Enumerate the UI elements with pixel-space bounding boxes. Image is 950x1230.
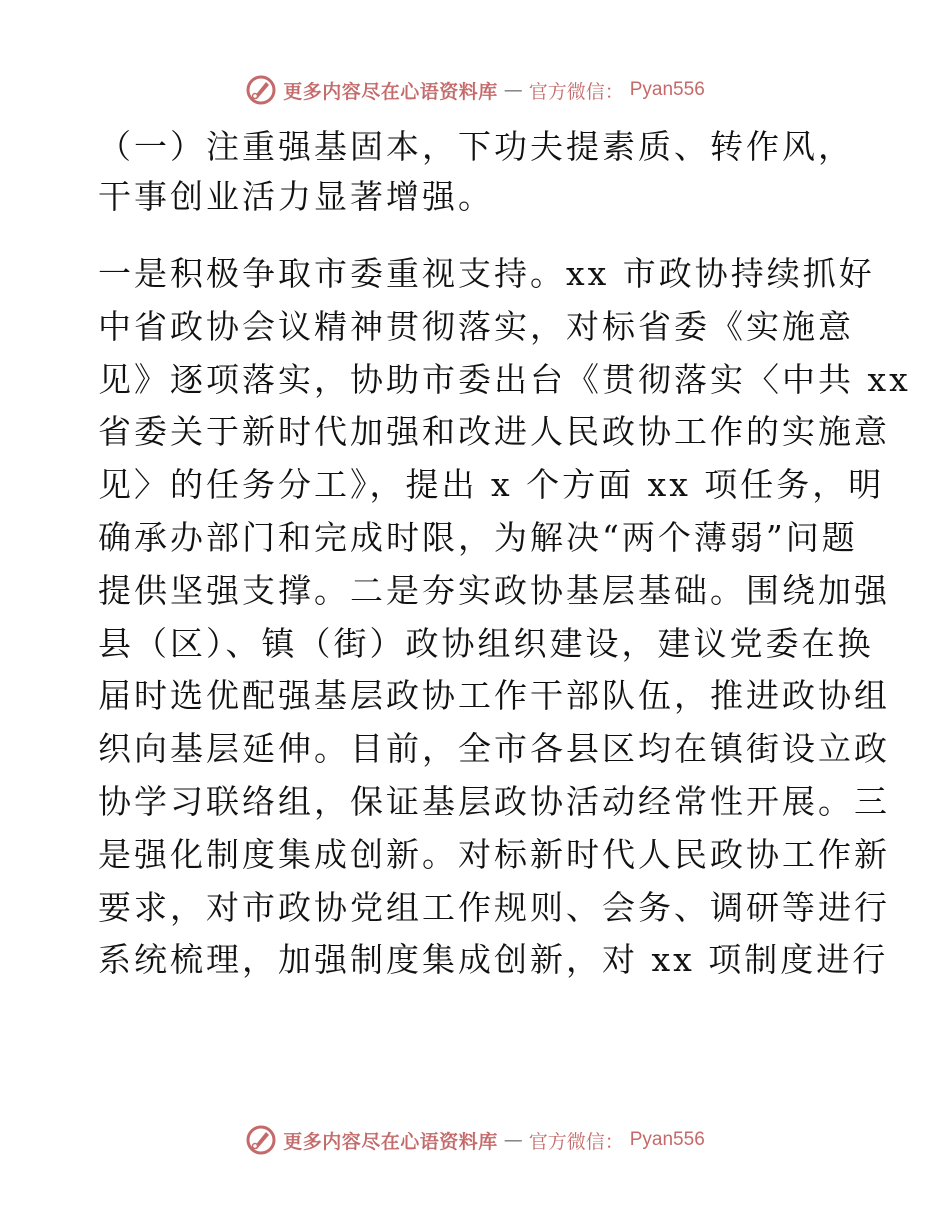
body-line: 提供坚强支撑。二是夯实政协基层基础。围绕加强 [98, 570, 890, 610]
watermark-separator: — [503, 1129, 523, 1151]
body-line: 协学习联络组，保证基层政协活动经常性开展。三 [98, 781, 890, 821]
watermark-contact-id: Pyan556 [629, 79, 705, 100]
body-line: 是强化制度集成创新。对标新时代人民政协工作新 [98, 834, 890, 874]
body-line: 见〉的任务分工》，提出 x 个方面 xx 项任务，明 [98, 465, 885, 505]
body-line: 县（区）、镇（街）政协组织建设，建议党委在换 [98, 623, 874, 663]
quill-logo-icon [245, 1124, 277, 1156]
watermark-contact-label: 官方微信： [528, 80, 624, 103]
watermark-footer [0, 1124, 950, 1156]
watermark-brand: 更多内容尽在心语资料库 [283, 80, 498, 103]
watermark-separator: — [503, 79, 523, 101]
section-heading-line-1: （一）注重强基固本，下功夫提素质、转作风， [98, 127, 854, 166]
body-line: 省委关于新时代加强和改进人民政协工作的实施意 [98, 412, 890, 452]
body-line: 确承办部门和完成时限，为解决“两个薄弱”问题 [98, 517, 858, 557]
body-line: 一是积极争取市委重视支持。xx 市政协持续抓好 [98, 254, 875, 293]
body-line: 届时选优配强基层政协工作干部队伍，推进政协组 [98, 676, 890, 716]
watermark-contact-label: 官方微信： [528, 1130, 624, 1153]
body-line: 系统梳理，加强制度集成创新，对 xx 项制度进行 [98, 940, 889, 980]
section-heading-line-2: 干事创业活力显著增强。 [98, 177, 494, 216]
section-heading [98, 122, 858, 222]
watermark-header [0, 74, 950, 106]
quill-logo-icon [245, 74, 277, 106]
body-line: 织向基层延伸。目前，全市各县区均在镇街设立政 [98, 729, 890, 769]
document-content [98, 122, 911, 987]
body-line: 见》逐项落实，协助市委出台《贯彻落实〈中共 xx [98, 359, 911, 399]
body-line: 中省政协会议精神贯彻落实，对标省委《实施意 [98, 306, 854, 346]
body-line: 要求，对市政协党组工作规则、会务、调研等进行 [98, 887, 890, 927]
body-paragraph [98, 248, 911, 987]
watermark-brand: 更多内容尽在心语资料库 [283, 1130, 498, 1153]
watermark-contact-id: Pyan556 [629, 1129, 705, 1150]
